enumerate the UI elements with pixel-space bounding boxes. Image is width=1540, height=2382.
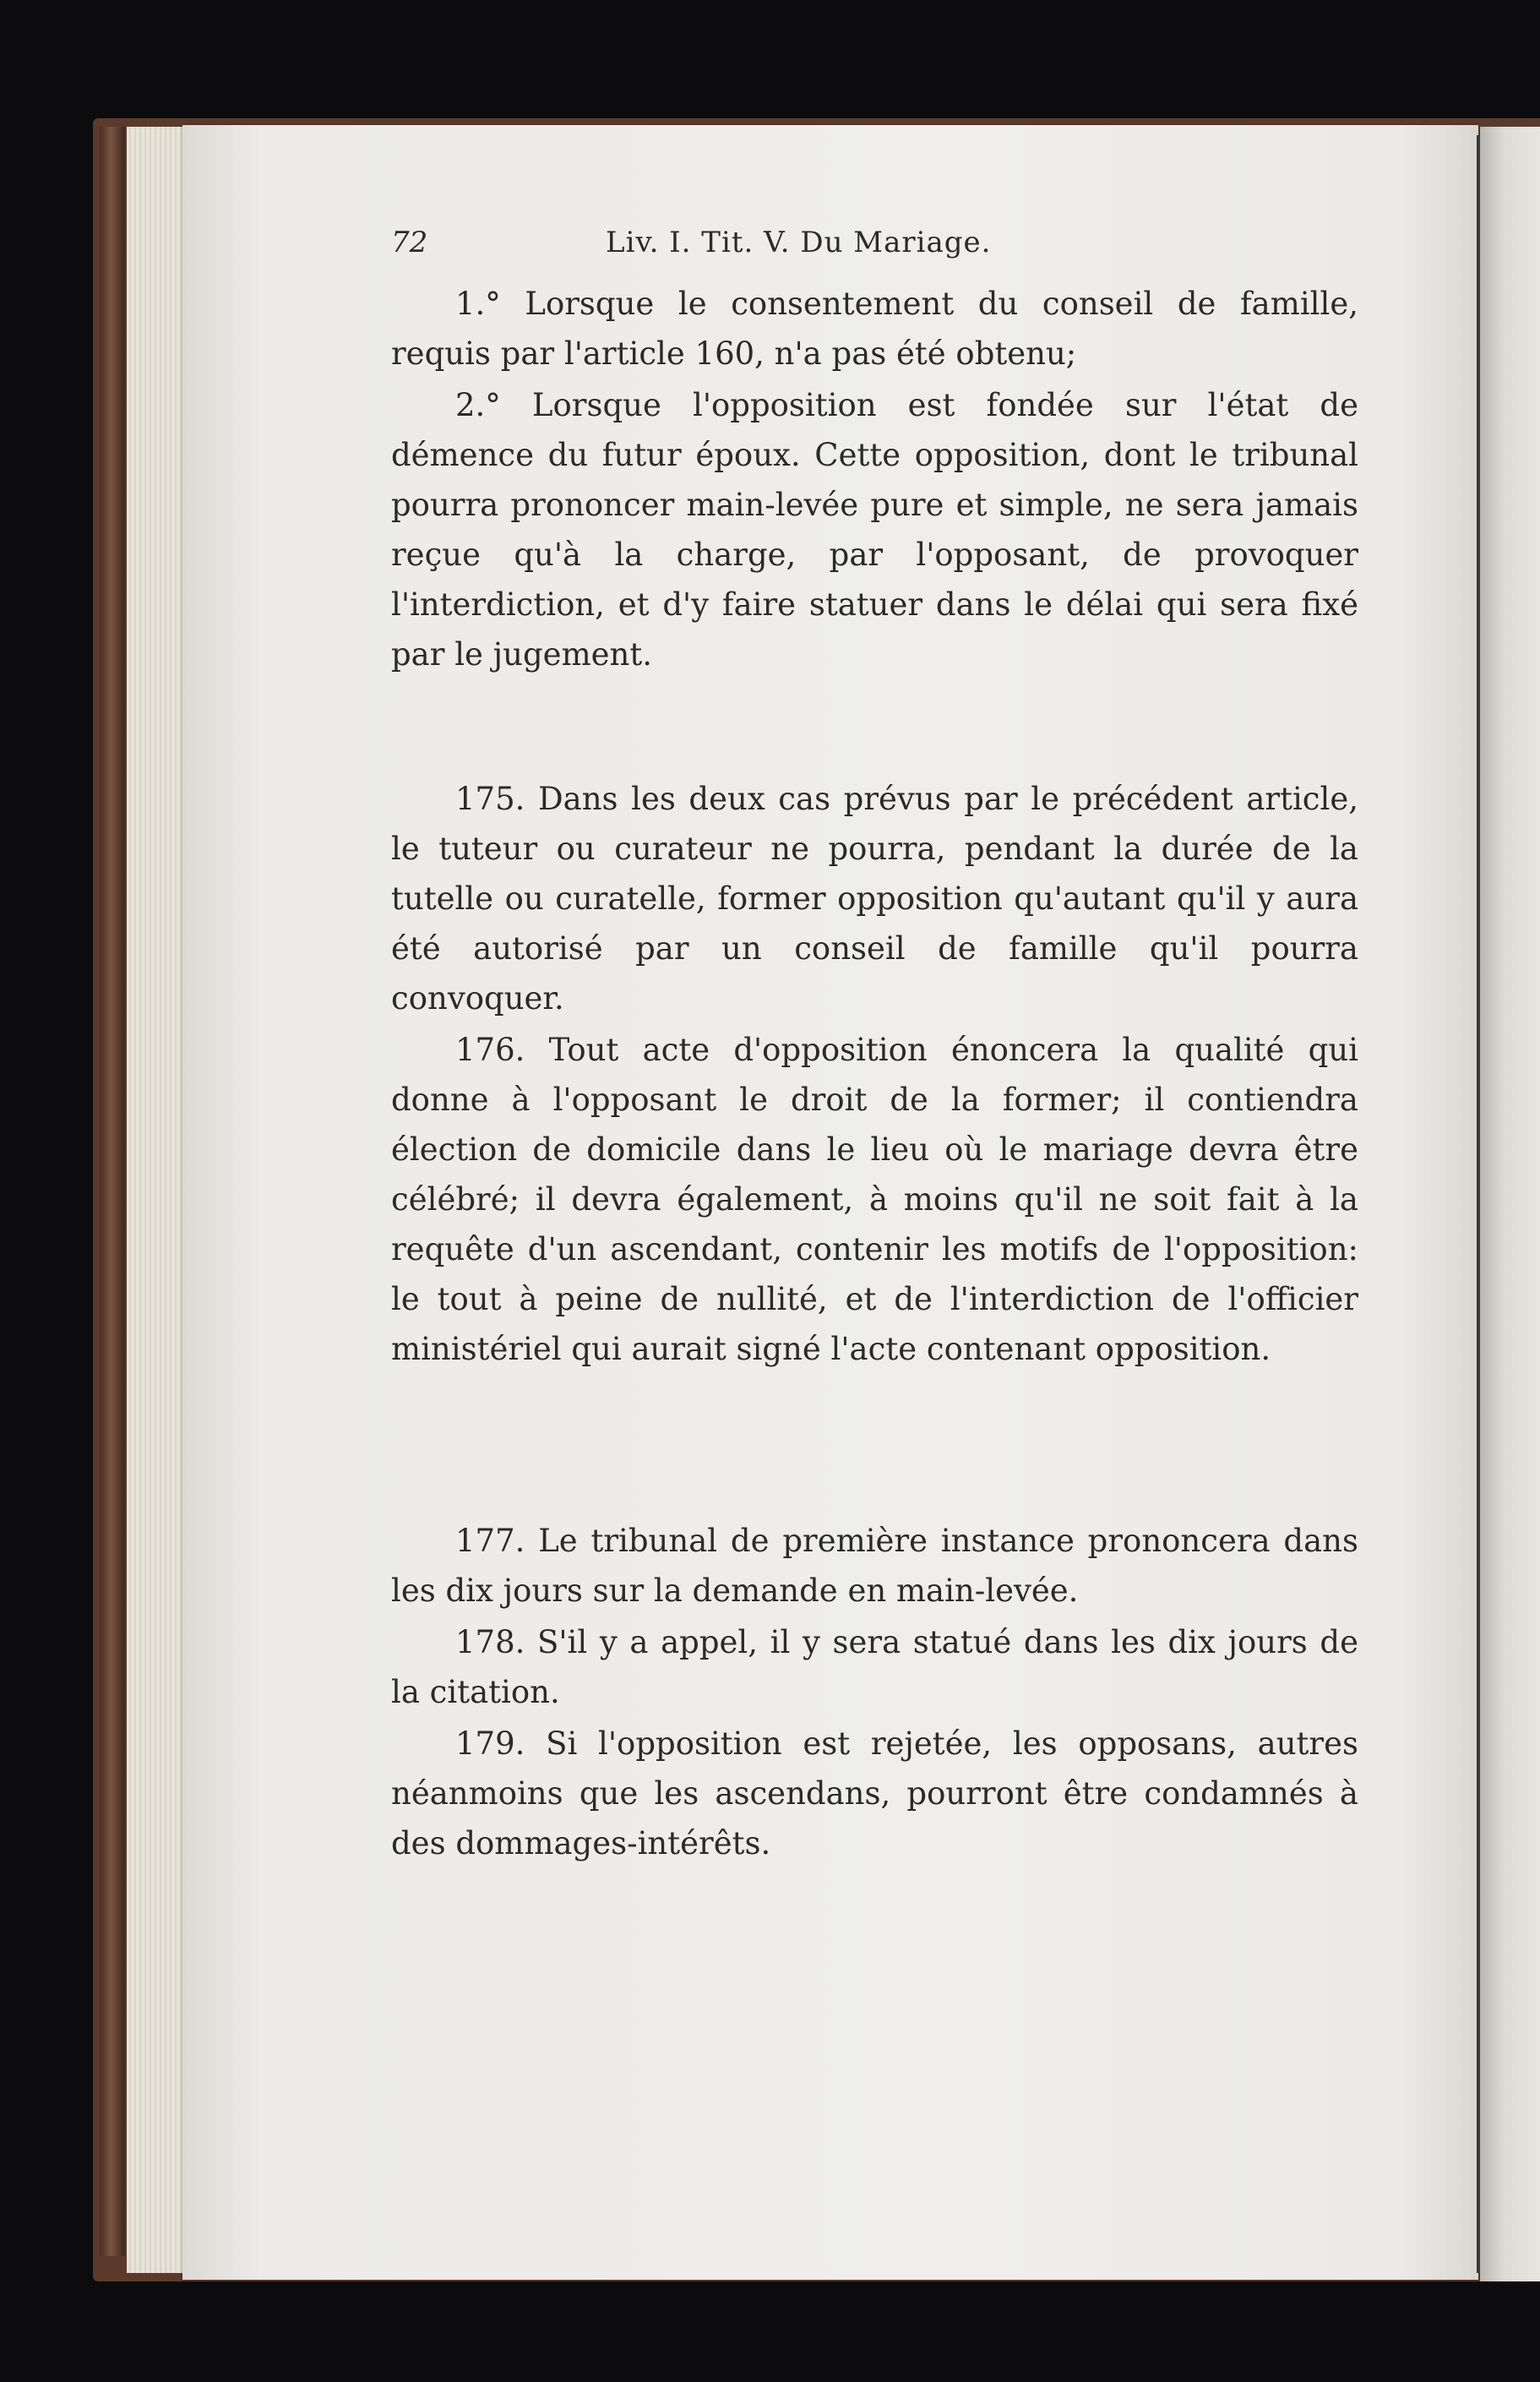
running-title: Liv. I. Tit. V. Du Mariage. xyxy=(606,226,992,259)
paragraph-item-2: 2.° Lorsque l'opposition est fondée sur l'état de démence du futur époux. Cette opposition, dont le tribunal pourra prononcer main-levée pure et simple, ne sera jamais reçue qu'à la charge, par l'opposant, de provoquer l'interdiction, et d'y faire statuer dans le délai qui sera fixé par le jugement. xyxy=(391,387,1358,673)
article-176: 176. Tout acte d'opposition énoncera la qualité qui donne à l'opposant le droit de la former; il contiendra élection de domicile dans le lieu où le mariage devra être célébré; il devra également, à moins qu'il ne soit fait à la requête d'un ascendant, contenir les motifs de l'opposition: le tout à peine de nullité, et de l'interdiction de l'officier ministériel qui aurait signé l'acte contenant opposition. xyxy=(391,1032,1358,1367)
page-stack-edge xyxy=(127,127,186,2273)
article-175: 175. Dans les deux cas prévus par le précédent article, le tuteur ou curateur ne pourra, pendant la durée de la tutelle ou curatelle, former opposition qu'autant qu'il y aura été autorisé par un conseil de famille qu'il pourra convoquer. xyxy=(391,781,1358,1017)
article-178: 178. S'il y a appel, il y sera statué dans les dix jours de la citation. xyxy=(391,1624,1358,1710)
page-text-block xyxy=(391,218,1358,1868)
gutter-line xyxy=(1477,135,1479,2273)
paragraph-item-1: 1.° Lorsque le consentement du conseil de famille, requis par l'article 160, n'a pas été obtenu; xyxy=(391,286,1358,372)
article-177: 177. Le tribunal de première instance prononcera dans les dix jours sur la demande en main-levée. xyxy=(391,1523,1358,1609)
article-179: 179. Si l'opposition est rejetée, les opposans, autres néanmoins que les ascendans, pourront être condamnés à des dommages-intérêts. xyxy=(391,1725,1358,1861)
cover-edge xyxy=(100,127,125,2256)
page-number: 72 xyxy=(391,226,428,259)
facing-page-edge xyxy=(1480,127,1540,2281)
running-head xyxy=(391,218,1358,269)
